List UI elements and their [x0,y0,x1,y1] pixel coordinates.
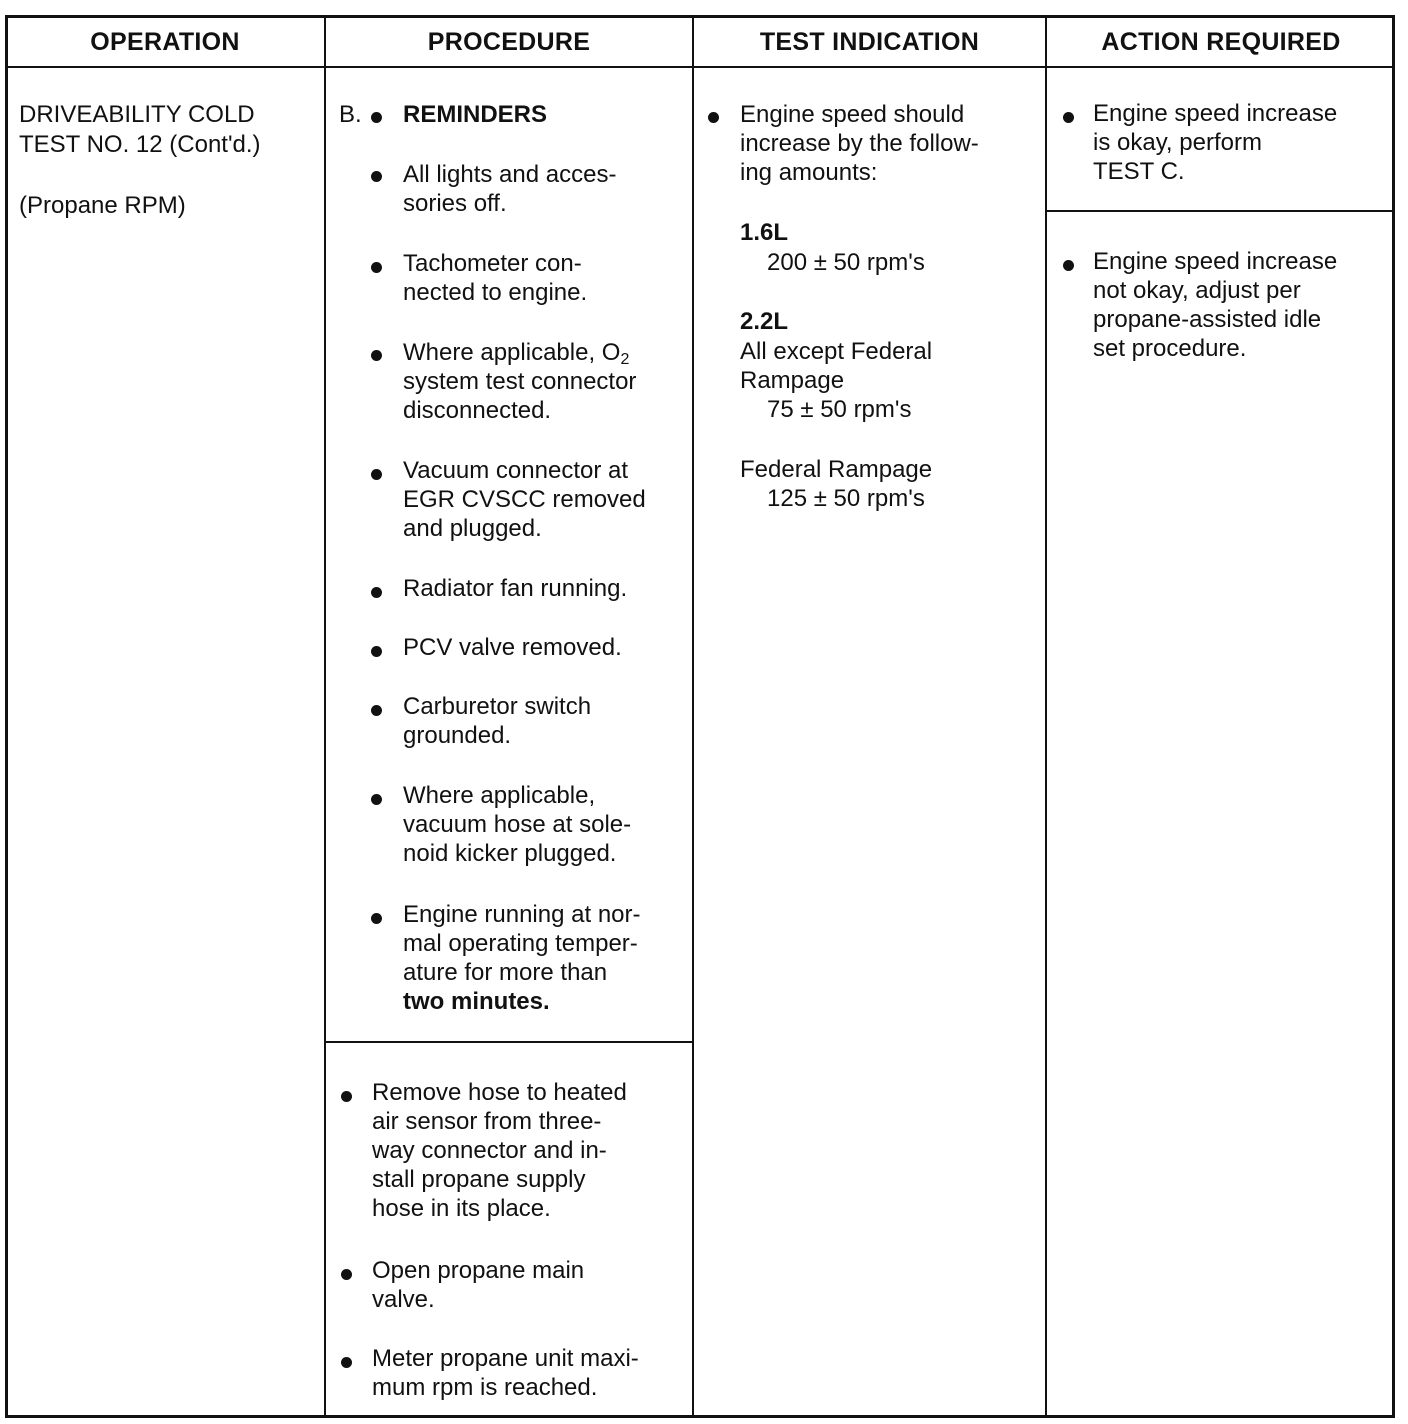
bullet [341,1091,352,1102]
indication-text: ing amounts: [740,159,878,186]
column-divider [1045,15,1047,1418]
engine-text-2-2l: All except Federal [740,338,933,365]
reminder-text: sories off. [403,190,507,217]
header-operation: OPERATION [90,28,240,56]
action-text: TEST C. [1093,158,1185,185]
reminder-text: Tachometer con- [403,250,582,277]
reminder-text: and plugged. [403,515,542,542]
bullet [341,1269,352,1280]
reminder-text: Where applicable, $O_2$ [403,339,630,368]
indication-text: increase by the follow- [740,130,979,157]
action-text: is okay, perform [1093,129,1262,156]
reminder-text: nected to engine. [403,279,588,306]
header-divider [5,66,1395,68]
bullet [708,112,719,123]
step-text: valve. [372,1286,435,1313]
reminder-text: noid kicker plugged. [403,840,617,867]
bullet [371,587,382,598]
reminder-text: Where applicable, [403,782,596,809]
bullet [371,171,382,182]
reminder-text: mal operating temper- [403,930,638,957]
step-text: air sensor from three- [372,1108,602,1135]
operation-title-line: TEST NO. 12 (Cont'd.) [19,131,261,158]
bullet [371,794,382,805]
bullet [371,112,382,123]
step-text: mum rpm is reached. [372,1374,598,1401]
reminder-text: EGR CVSCC removed [403,486,646,513]
action-text: propane-assisted idle [1093,306,1322,333]
step-text: Remove hose to heated [372,1079,627,1106]
bullet [341,1357,352,1368]
procedure-prefix: B. [339,101,362,128]
reminder-text: All lights and acces- [403,161,617,188]
federal-rampage-value: 125 ± 50 rpm's [767,485,925,512]
engine-text-2-2l: Rampage [740,367,845,394]
bullet [371,469,382,480]
reminder-text: PCV valve removed. [403,634,622,661]
bullet [1063,112,1074,123]
reminder-text: vacuum hose at sole- [403,811,632,838]
table-frame [5,15,1395,1418]
engine-label-2-2l: 2.2L [740,308,789,335]
bullet [1063,260,1074,271]
reminder-text: grounded. [403,722,512,749]
reminder-text: Engine running at nor- [403,901,641,928]
reminders-title: REMINDERS [403,101,548,128]
column-divider [692,15,694,1418]
bullet [371,646,382,657]
action-row-divider [1046,210,1395,212]
action-text: set procedure. [1093,335,1247,362]
reminder-text: ature for more than [403,959,608,986]
engine-value-1-6l: 200 ± 50 rpm's [767,249,925,276]
operation-subtitle: (Propane RPM) [19,192,186,219]
step-text: Meter propane unit maxi- [372,1345,639,1372]
reminder-text: system test connector [403,368,637,395]
operation-title-line: DRIVEABILITY COLD [19,101,255,128]
reminder-text: Carburetor switch [403,693,592,720]
bullet [371,350,382,361]
step-text: hose in its place. [372,1195,551,1222]
reminder-text: Radiator fan running. [403,575,628,602]
federal-rampage-label: Federal Rampage [740,456,933,483]
engine-value-2-2l: 75 ± 50 rpm's [767,396,912,423]
header-action-required: ACTION REQUIRED [1101,28,1341,56]
reminder-text: Vacuum connector at [403,457,629,484]
bullet [371,262,382,273]
reminder-text: disconnected. [403,397,552,424]
procedure-row-divider [326,1041,693,1043]
step-text: Open propane main [372,1257,585,1284]
step-text: stall propane supply [372,1166,586,1193]
action-text: Engine speed increase [1093,100,1338,127]
action-text: Engine speed increase [1093,248,1338,275]
engine-label-1-6l: 1.6L [740,219,789,246]
indication-text: Engine speed should [740,101,965,128]
bullet [371,913,382,924]
bullet [371,705,382,716]
reminder-text-bold: two minutes. [403,988,550,1015]
header-test-indication: TEST INDICATION [759,28,980,56]
action-text: not okay, adjust per [1093,277,1301,304]
column-divider [324,15,326,1418]
step-text: way connector and in- [372,1137,607,1164]
header-procedure: PROCEDURE [427,28,591,56]
